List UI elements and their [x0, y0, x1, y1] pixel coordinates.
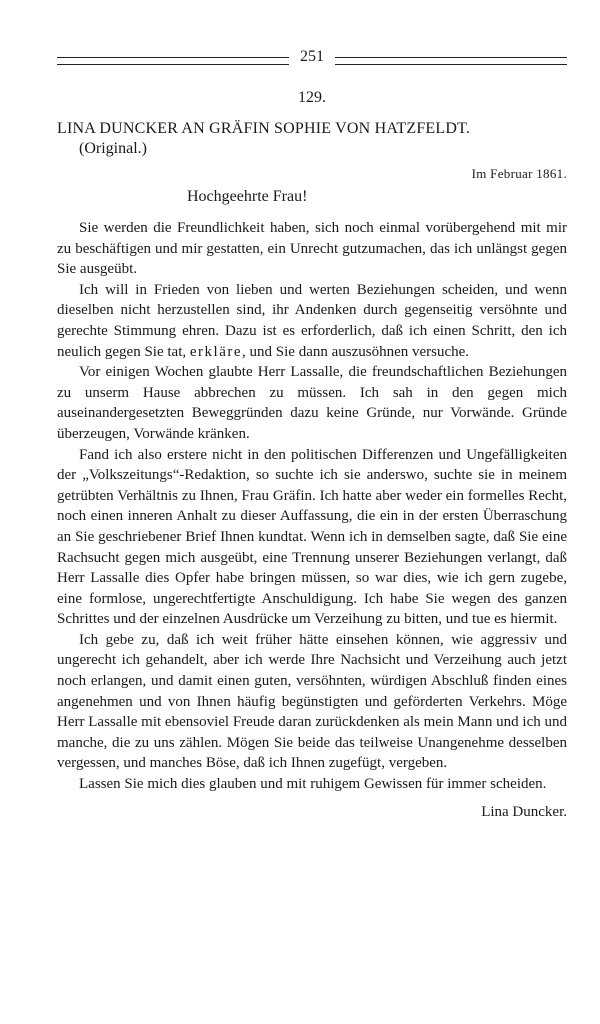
- letter-date: Im Februar 1861.: [471, 166, 567, 181]
- paragraph-2-part-b: , und Sie dann auszusöhnen versuche.: [242, 343, 470, 360]
- salutation: Hochgeehrte Frau!: [187, 188, 308, 205]
- paragraph-4: Fand ich also erstere nicht in den politischen Differenzen und Ungefälligkeiten der „Volkszeitungs“-Redaktion, so suchte ich sie anderswo, suchte sie in meinem getrübten Verhältnis zu Ihnen, Frau Gräfin. Ich hatte aber weder ein formelles Recht, noch einen inneren Anhalt zu dieser Auffassung, die ein in der ersten Überraschung an Sie geschriebener Brief Ihnen kundtat. Wenn ich in demselben sagte, daß Sie eine Rachsucht gegen mich ausgeübt, eine Trennung unserer Beziehungen verlangt, daß Herr Lassalle dies Opfer habe bringen müssen, so war dies, wie ich gern zugebe, eine formlose, ungerechtfertigte Anschuldigung. Ich habe Sie wegen des ganzen Schrittes und der einzelnen Ausdrücke um Verzeihung zu bitten, und tue es hiermit.: [57, 446, 567, 628]
- paragraph-3: Vor einigen Wochen glaubte Herr Lassalle, die freundschaftlichen Beziehungen zu unserm Hause abbrechen zu müssen. Ich sah in den gegen mich auseinandergesetzten Beweggründen dazu keine Gründe, nur Vorwände. Gründe überzeugen, Vorwände kränken.: [57, 364, 567, 442]
- paragraph-2-emphasis: erkläre: [189, 343, 243, 360]
- header-rule-left: [57, 57, 289, 65]
- running-header: [57, 44, 567, 76]
- header-rule-right: [335, 57, 567, 65]
- paragraph-2-part-a: Ich will in Frieden von lieben und werten Beziehungen scheiden, und wenn dieselben nicht herzustellen sind, ihr Andenken durch gegenseitig versöhnte und gerechte Stimmung ehren. Dazu ist es erforderlich, daß ich einen Schritt, den ich neulich gegen Sie tat,: [57, 281, 567, 360]
- letter-number: 129.: [298, 89, 326, 106]
- signature: Lina Duncker.: [481, 803, 567, 820]
- paragraph-5: Ich gebe zu, daß ich weit früher hätte einsehen können, wie aggressiv und ungerecht ich gehandelt, aber ich werde Ihre Nachsicht und Verzeihung auch jetzt noch erlangen, und damit einen guten, versöhnten, würdigen Abschluß finden eines angenehmen und von Ihnen häufig begünstigten und geförderten Verkehrs. Möge Herr Lassalle mit ebensoviel Freude daran zurückdenken als mein Mann und ich und manche, die zu uns zählen. Mögen Sie beide das teilweise Unangenehme desselben vergessen, und manches Böse, daß ich Ihnen zugefügt, vergeben.: [57, 631, 567, 772]
- page-number: 251: [300, 48, 324, 65]
- original-note: (Original.): [79, 140, 147, 157]
- paragraph-2: [57, 280, 567, 362]
- letter-body: [57, 218, 567, 795]
- letter-title: LINA DUNCKER AN GRÄFIN SOPHIE VON HATZFELDT.: [57, 120, 471, 137]
- paragraph-1: Sie werden die Freundlichkeit haben, sich noch einmal vorübergehend mit mir zu beschäftigen und mir gestatten, ein Unrecht gutzumachen, das ich unlängst gegen Sie ausgeübt.: [57, 220, 567, 278]
- book-page: [57, 44, 567, 823]
- paragraph-6: Lassen Sie mich dies glauben und mit ruhigem Gewissen für immer scheiden.: [79, 776, 547, 793]
